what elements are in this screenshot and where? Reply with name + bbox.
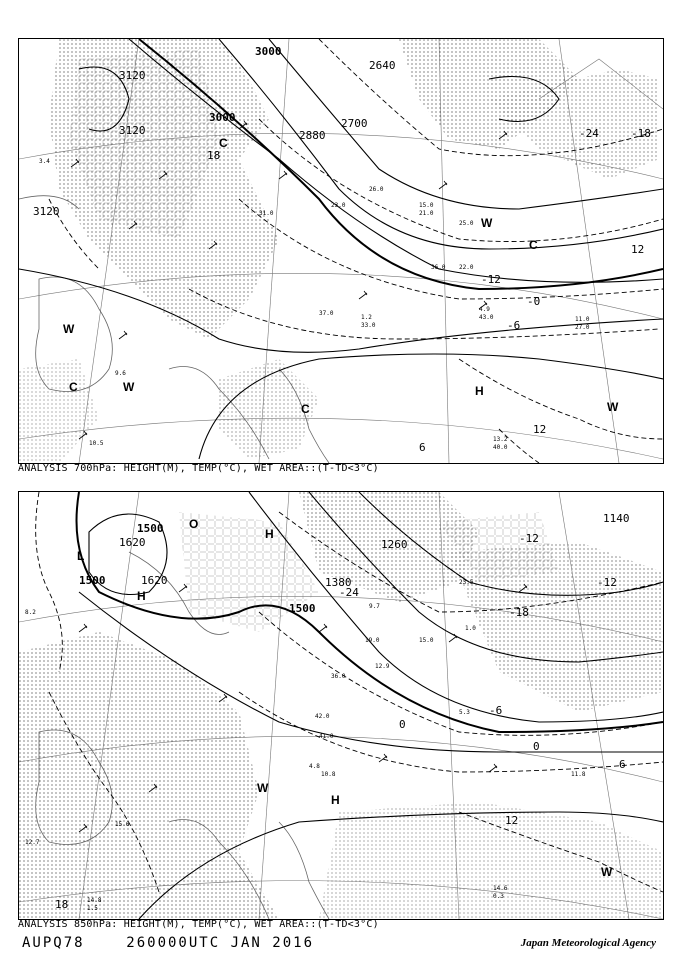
- height-label: 1140: [603, 512, 630, 525]
- wet-area: [319, 802, 663, 919]
- height-label: 1620: [119, 536, 146, 549]
- height-label: 1500: [137, 522, 164, 535]
- system-label: W: [601, 865, 613, 879]
- system-label: H: [331, 793, 340, 807]
- system-label: W: [63, 322, 75, 336]
- station-observation: 12.9: [375, 663, 390, 670]
- agency-name: Japan Meteorological Agency: [520, 937, 656, 949]
- station-observation: 26.0: [369, 186, 384, 193]
- station-observation: 1.2: [361, 314, 372, 321]
- map-panel-850hpa: [18, 491, 664, 920]
- system-label: C: [529, 238, 538, 252]
- station-observation: 10.8: [321, 771, 336, 778]
- station-observation: 33.0: [361, 322, 376, 329]
- height-label: 2880: [299, 129, 326, 142]
- station-observation: 4.8: [309, 763, 320, 770]
- temperature-label: 18: [207, 149, 221, 162]
- station-observation: 43.0: [479, 314, 494, 321]
- station-observation: 1.5: [87, 905, 98, 912]
- temperature-label: -18: [631, 127, 651, 140]
- station-observation: 8.2: [25, 609, 36, 616]
- station-observation: 27.0: [575, 324, 590, 331]
- height-label: 3000: [255, 45, 282, 58]
- map-700hpa: [19, 39, 663, 463]
- system-label: W: [481, 216, 493, 230]
- height-label: 1260: [381, 538, 408, 551]
- station-observation: 23.0: [331, 202, 346, 209]
- station-observation: 22.0: [459, 264, 474, 271]
- system-label: H: [475, 384, 484, 398]
- station-observation: 31.0: [259, 210, 274, 217]
- station-observation: 4.9: [479, 306, 490, 313]
- station-observation: 19.0: [365, 637, 380, 644]
- station-observation: 3.4: [39, 158, 50, 165]
- station-observation: 21.0: [419, 210, 434, 217]
- system-label: O: [189, 517, 199, 531]
- station-observation: 25.0: [459, 220, 474, 227]
- height-label: 3120: [119, 124, 146, 137]
- temperature-label: -0: [527, 295, 541, 308]
- station-observation: 0.3: [493, 893, 504, 900]
- temperature-label: -12: [481, 273, 501, 286]
- temperature-label: -24: [339, 586, 359, 599]
- station-observation: 14.8: [87, 897, 102, 904]
- temperature-label: 18: [55, 898, 69, 911]
- system-label: L: [77, 549, 85, 563]
- station-observation: 14.6: [493, 885, 508, 892]
- temperature-label: 12: [505, 814, 519, 827]
- station-observation: 9.7: [369, 603, 380, 610]
- height-label: 3120: [33, 205, 60, 218]
- station-observation: 36.0: [431, 264, 446, 271]
- temperature-label: 12: [631, 243, 645, 256]
- system-label: H: [137, 589, 146, 603]
- height-label: 2700: [341, 117, 368, 130]
- station-observation: 36.0: [331, 673, 346, 680]
- station-observation: 23.5: [459, 579, 474, 586]
- temperature-label: 0: [399, 718, 406, 731]
- system-label: C: [69, 380, 78, 394]
- height-label: 1500: [289, 602, 316, 615]
- wet-area: [19, 359, 99, 463]
- station-observation: 37.0: [319, 310, 334, 317]
- station-observation: 15.0: [419, 637, 434, 644]
- height-label: 1620: [141, 574, 168, 587]
- system-label: W: [123, 380, 135, 394]
- station-observation: 5.3: [459, 709, 470, 716]
- map-850hpa: [19, 492, 663, 919]
- height-label: 3000: [209, 111, 236, 124]
- temperature-label: -6: [489, 704, 503, 717]
- chart-code-and-time: AUPQ78 260000UTC JAN 2016: [22, 935, 315, 951]
- caption-700hpa: ANALYSIS 700hPa: HEIGHT(M), TEMP(°C), WET AREA::(T-TD<3°C): [18, 463, 379, 474]
- station-observation: 15.0: [419, 202, 434, 209]
- station-observation: 11.8: [571, 771, 586, 778]
- system-label: H: [265, 527, 274, 541]
- system-label: W: [257, 781, 269, 795]
- temperature-label: -12: [597, 576, 617, 589]
- station-observation: 13.2: [493, 436, 508, 443]
- station-observation: 10.5: [89, 440, 104, 447]
- height-label: 3120: [119, 69, 146, 82]
- system-label: W: [607, 400, 619, 414]
- temperature-label: 12: [533, 423, 547, 436]
- station-observation: 1.0: [465, 625, 476, 632]
- temperature-label: -18: [509, 606, 529, 619]
- station-observation: 11.0: [575, 316, 590, 323]
- station-observation: 15.6: [115, 821, 130, 828]
- system-label: C: [219, 136, 228, 150]
- height-label: 1380: [325, 576, 352, 589]
- wet-area: [19, 632, 279, 919]
- caption-850hpa: ANALYSIS 850hPa: HEIGHT(M), TEMP(°C), WET AREA::(T-TD<3°C): [18, 919, 379, 930]
- temperature-label: -6: [507, 319, 521, 332]
- station-observation: 41.0: [319, 733, 334, 740]
- temperature-label: -24: [579, 127, 599, 140]
- temperature-label: 6: [619, 758, 626, 771]
- station-observation: 12.7: [25, 839, 40, 846]
- station-observation: 42.0: [315, 713, 330, 720]
- height-label: 1500: [79, 574, 106, 587]
- temperature-label: 0: [533, 740, 540, 753]
- height-label: 2640: [369, 59, 396, 72]
- temperature-label: 6: [419, 441, 426, 454]
- system-label: C: [301, 402, 310, 416]
- map-panel-700hpa: [18, 38, 664, 464]
- temperature-label: -12: [519, 532, 539, 545]
- station-observation: 40.0: [493, 444, 508, 451]
- station-observation: 9.6: [115, 370, 126, 377]
